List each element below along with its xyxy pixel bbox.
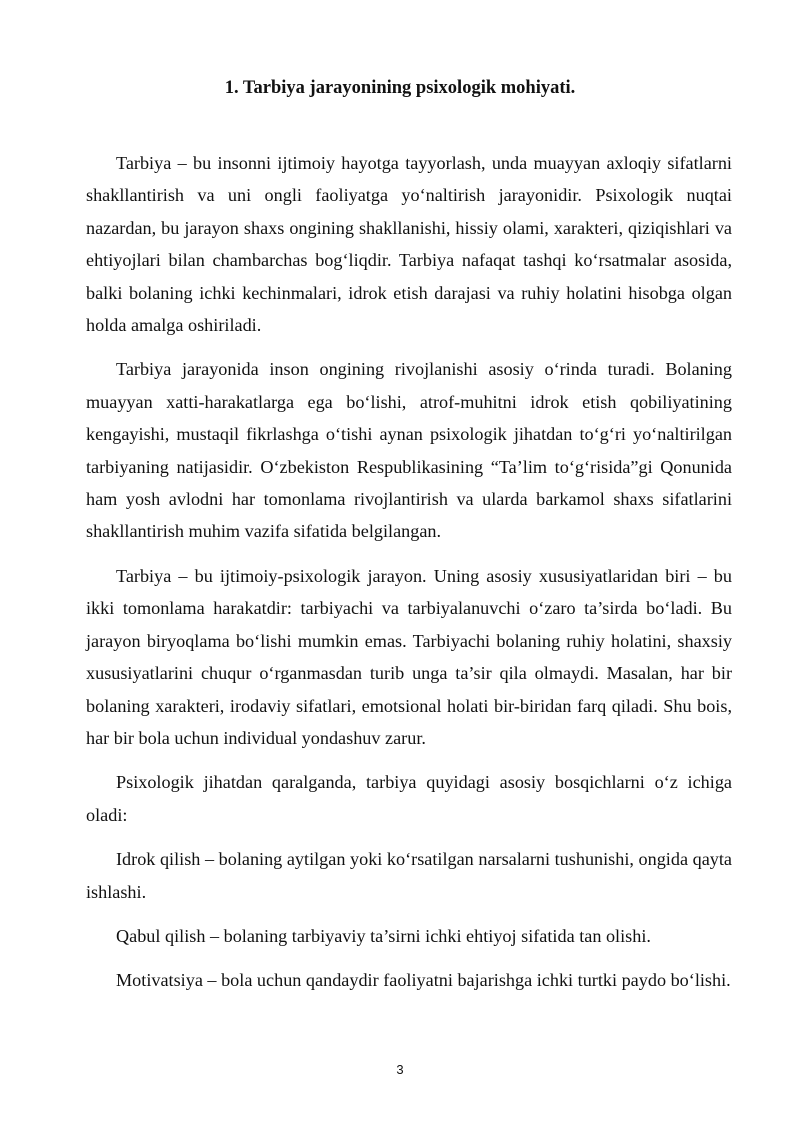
paragraph: Motivatsiya – bola uchun qandaydir faoliyatni bajarishga ichki turtki paydo bo‘lishi. — [116, 970, 731, 991]
paragraph: Tarbiya – bu insonni ijtimoiy hayotga tayyorlash, unda muayyan axloqiy sifatlarni shakllantirish va uni ongli faoliyatga yo‘naltirish jarayonidir. Psixologik nuqtai nazardan, bu jarayon shaxs ongining shakllanishi, hissiy olami, xarakteri, qiziqishlari va ehtiyojlari bilan chambarchas bog‘liqdir. Tarbiya nafaqat tashqi ko‘rsatmalar asosida, balki bolaning ichki kechinmalari, idrok etish darajasi va ruhiy holatini hisobga olgan holda amalga oshiriladi. — [86, 153, 732, 336]
body-text — [86, 147, 732, 1009]
paragraph: Tarbiya – bu ijtimoiy-psixologik jarayon. Uning asosiy xususiyatlaridan biri – bu ikki tomonlama harakatdir: tarbiyachi va tarbiyalanuvchi o‘zaro ta’sirda bo‘ladi. Bu jarayon biryoqlama bo‘lishi mumkin emas. Tarbiyachi bolaning ruhiy holatini, shaxsiy xususiyatlarini chuqur o‘rganmasdan turib unga ta’sir qila olmaydi. Masalan, har bir bolaning xarakteri, irodaviy sifatlari, emotsional holati bir-biridan farq qiladi. Shu bois, har bir bola uchun individual yondashuv zarur. — [86, 565, 732, 748]
page-number: 3 — [396, 1062, 404, 1077]
paragraph: Tarbiya jarayonida inson ongining rivojlanishi asosiy o‘rinda turadi. Bolaning muayyan xatti-harakatlarga ega bo‘lishi, atrof-muhitni idrok etish qobiliyatining kengayishi, mustaqil fikrlashga o‘tishi aynan psixologik jihatdan to‘g‘ri yo‘naltirilgan tarbiyaning natijasidir. O‘zbekiston Respublikasining “Ta’lim to‘g‘risida”gi Qonunida ham yosh avlodni har tomonlama rivojlantirish va ularda barkamol shaxs sifatlarini shakllantirish muhim vazifa sifatida belgilangan. — [86, 359, 732, 542]
section-heading: 1. Tarbiya jarayonining psixologik mohiyati. — [224, 78, 576, 98]
paragraph: Qabul qilish – bolaning tarbiyaviy ta’sirni ichki ehtiyoj sifatida tan olishi. — [116, 925, 651, 946]
paragraph: Psixologik jihatdan qaralganda, tarbiya quyidagi asosiy bosqichlarni o‘z ichiga oladi: — [86, 772, 732, 825]
paragraph: Idrok qilish – bolaning aytilgan yoki ko‘rsatilgan narsalarni tushunishi, ongida qayta ishlashi. — [86, 849, 732, 902]
